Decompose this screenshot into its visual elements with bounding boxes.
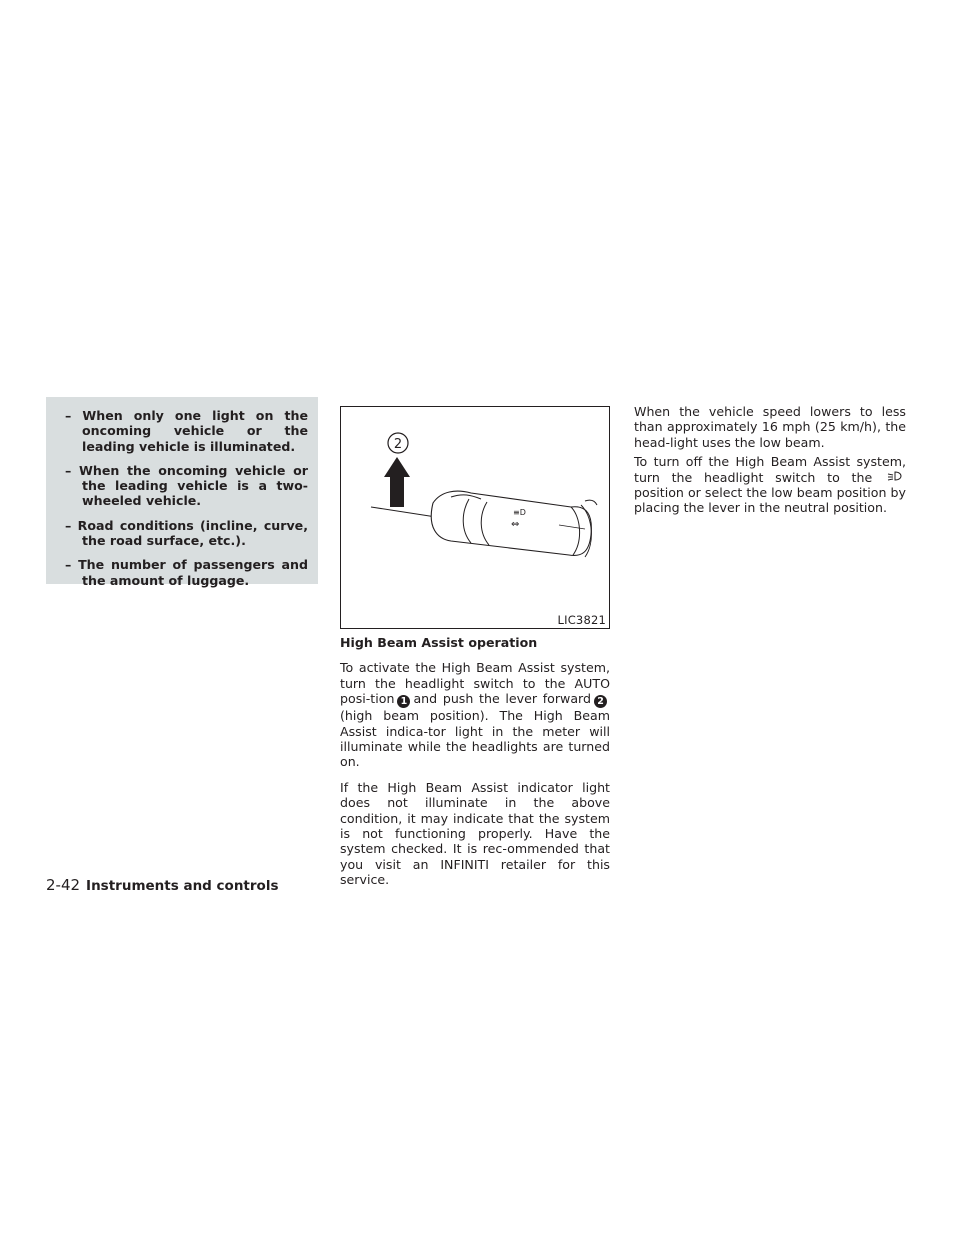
lever-illustration [340,406,610,629]
paragraph-low-beam: When the vehicle speed lowers to less than approximately 16 mph (25 km/h), the head-light uses the low beam. [634,404,906,450]
section-heading: High Beam Assist operation [340,635,538,650]
lever-arrow-symbol: ⇔ [511,519,520,530]
headlight-lever-drawing [341,407,611,630]
paragraph-text: and push the lever forward [413,691,591,707]
figure-code: LIC3821 [557,613,606,627]
right-column [634,404,906,526]
note-item: – The number of passengers and the amount of luggage. [65,557,308,588]
section-title: Instruments and controls [86,878,279,894]
paragraph-turn-off [634,454,906,516]
headlight-off-icon [886,470,904,482]
note-item: – Road conditions (incline, curve, the road surface, etc.). [65,517,308,549]
note-box [46,397,318,588]
lever-symbol: ≡D [513,508,526,517]
note-item: – When the oncoming vehicle or the leading vehicle is a two-wheeled vehicle. [65,462,308,509]
note-item: – When only one light on the oncoming vehicle or the leading vehicle is illuminated. [65,408,308,454]
page-footer [46,876,278,894]
paragraph-text: (high beam position). The High Beam Assist indica-tor light in the meter will illuminate while the headlights are turned on. [340,708,610,770]
lever-stalk [371,507,436,517]
push-forward-arrow [384,457,410,507]
paragraph-text: position or select the low beam position by placing the lever in the neutral position. [634,485,906,516]
middle-column [340,635,610,898]
callout-number: 2 [393,437,403,452]
page-number: 2-42 [46,876,81,894]
paragraph-indicator: If the High Beam Assist indicator light does not illuminate in the above condition, it may indicate that the system is not functioning properly. Have the system checked. It is rec-ommended that you visit an INFINITI retailer for this service. [340,779,610,888]
paragraph-activate [340,660,610,769]
callout-badge-2: 2 [594,695,607,708]
callout-badge-1: 1 [397,695,410,708]
paragraph-text: To turn off the High Beam Assist system, turn the headlight switch to the [634,454,906,485]
paragraph-text: To activate the High Beam Assist system, turn the headlight switch to the AUTO posi-tion [340,660,610,707]
